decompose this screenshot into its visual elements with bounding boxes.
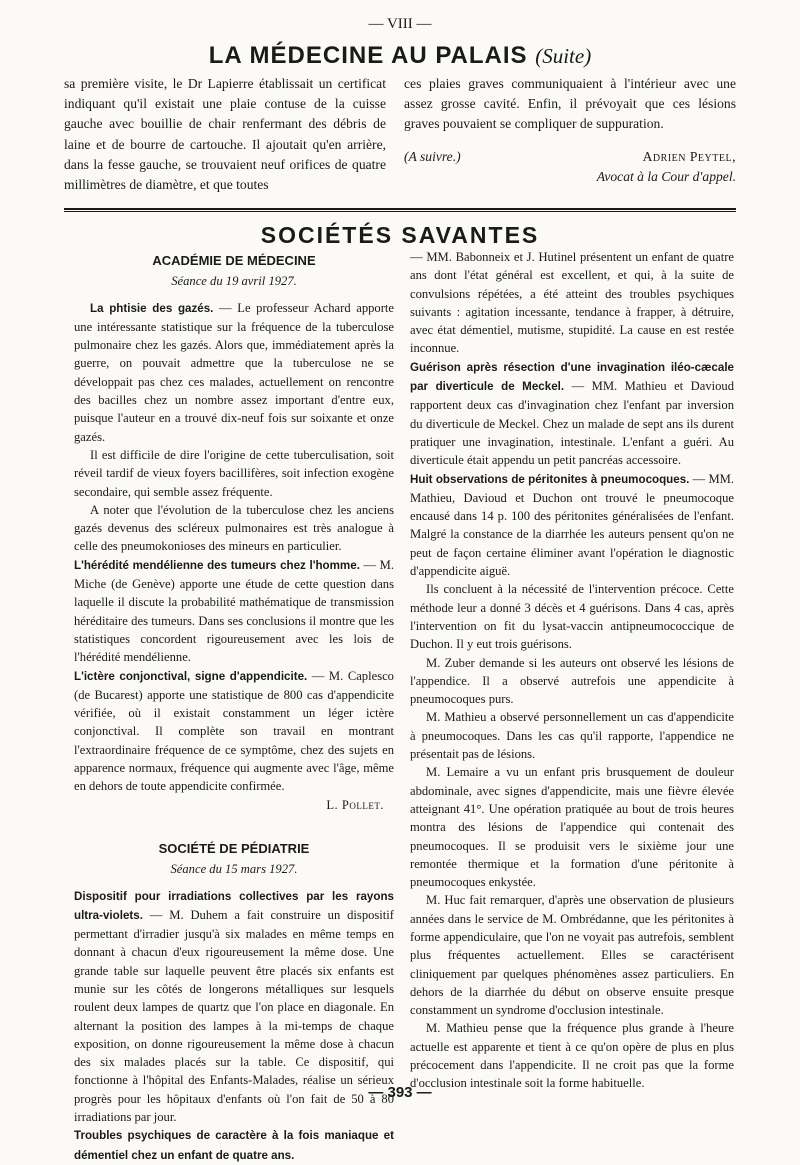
paragraph-text: — M. Caplesco (de Bucarest) apporte une statistique de 800 cas d'appendicite vérifiée, où il existait constamment un léger ictère conjonctival. Il complète son travail en montrant l'extraordinaire fréquence de ce symptôme, chez des sujets en apparence normaux, fréquence qui augmente avec l'âge, même en dehors de toute appendicite confirmée. [74,668,394,794]
academie-paragraph-5 [74,667,394,796]
pediatrie-paragraph-9: M. Huc fait remarquer, d'après une observation de plusieurs années dans le service de M. Ombrédanne, que les péritonites à forme appendiculaire, que l'on ne voyait pas autrefois, semblent plus fréquentes actuellement. Elles se caractérisent cliniquement par quelques phénomènes assez particuliers. En dehors de la diarrhée du début on observe ensuite presque constamment un syndrome d'occlusion intestinale. [410,893,734,1018]
pediatrie-paragraph-8: M. Lemaire a vu un enfant pris brusquement de douleur abdominale, avec signes d'appendicite, mais une fièvre élevée atteignant 41°. Une opération pratiquée au bout de trois heures montra des lésions de l'appendice qui contenait des pneumocoques. Il se produisit vers le sixième jour une remontée thermique et la formation d'une péritonite à pneumocoques enkystée. [410,765,734,890]
paragraph-text: — M. Miche (de Genève) apporte une étude de cette question dans laquelle il discute la probabilité mathématique de transmission héréditaire des tumeurs. Dans ses conclusions il montre que les statistiques concordent rigoureusement avec les lois de l'hérédité mendélienne. [74,557,394,665]
section-gap [74,814,394,836]
pediatrie-paragraph-3 [410,358,734,470]
pediatrie-paragraph-2-cont [410,248,734,358]
section-rule [64,208,736,210]
pediatrie-heading: SOCIÉTÉ DE PÉDIATRIE [158,840,310,856]
paragraph-lead: La phtisie des gazés. [90,301,214,315]
academie-paragraph-1 [74,299,394,446]
pediatrie-paragraph-10: M. Mathieu pense que la fréquence plus grande à l'heure actuelle est apparente et tient à ce qu'on opère de plus en plus précocement dans l'appendicite. Il ne croit pas que la forme d'occlusion intestinale soit la forme habituelle. [410,1021,734,1091]
section-title: SOCIÉTÉS SAVANTES [260,222,540,248]
academie-paragraph-2: Il est difficile de dire l'origine de cette tuberculisation, soit réveil tardif de vieux foyers bacillifères, soit infection exogène secondaire, qui semble assez fréquente. [74,447,394,499]
paragraph-lead: Dispositif pour irradiations collectives par les rayons ultra-violets. [74,889,394,922]
academie-seance: Séance du 19 avril 1927. [171,274,297,289]
paragraph-lead: Huit observations de péritonites à pneumocoques. [410,472,690,486]
pediatrie-seance: Séance du 15 mars 1927. [170,862,298,877]
body-column-right [410,248,734,1093]
academie-author: L. Pollet. [326,797,384,812]
academie-paragraph-4 [74,556,394,667]
continued-paragraph-left: sa première visite, le Dr Lapierre établissait un certificat indiquant qu'il existait une plaie contuse de la cuisse gauche avec bouillie de chair renfermant des débris de laine et de bourre de cartouche. Il ajoutait qu'en arrière, dans la fesse gauche, se trouvaient neuf orifices de quatre millimètres de diamètre, et que toutes [64,76,386,193]
paragraph-text: — M. Duhem a fait construire un dispositif permettant d'irradier jusqu'à six malades en même temps en donnant à chacun d'eux rigoureusement la même dose. Une grande table sur laquelle peuvent être placés six enfants est munie sur les côtés de longerons métalliques sur lesquels roulent deux lampes de quartz que l'on place en diagonale. En alternant la position des lampes à la mi-temps de chaque exposition, on donne rigoureusement la même dose à chacun des six malades placés sur la table. Ce dispositif, qui fonctionne à l'hôpital des Enfants-Malades, réalise un sérieux progrès pour les hôpitaux d'enfants où l'on fait de 50 à 80 irradiations par jour. [74,907,394,1125]
pediatrie-paragraph-4 [410,470,734,581]
paragraph-text: — MM. Mathieu et Davioud rapportent deux cas d'invagination chez l'enfant par inversion du diverticule de Meckel. Chez un malade de sept ans ils durent pratiquer une invagination, intestinale. L'enfant a guéri. Au diverticule était appendu un petit pancréas accessoire. [410,379,735,468]
academie-paragraph-3: A noter que l'évolution de la tuberculose chez les anciens gazés devenus des scléreux pulmonaires est très analogue à celle des pneumokonioses des mineurs en particulier. [74,502,394,554]
signature-block [404,147,736,187]
continued-column-right [404,74,736,187]
paragraph-text: — MM. Mathieu, Davioud et Duchon ont trouvé le pneumocoque encausé dans 14 p. 100 des péritonites généralisées de l'enfant. Malgré la constance de la diarrhée les auteurs pensent qu'on ne peut de façon certaine éliminer avant l'opération le diagnostic d'appendicite aiguë. [410,471,734,579]
paragraph-text: — MM. Babonneix et J. Hutinel présentent un enfant de quatre ans dont l'état général est excellent, et qui, à la suite de convulsions répétées, a été atteint des troubles psychiques suivants : agitation incessante, tendance à frapper, à détruire, avec état démentiel, mutisme, stupidité. La cause en est restée inconnue. [410,250,734,356]
body-column-left [74,248,394,1165]
paragraph-lead: Guérison après résection d'une invagination iléo-cæcale par diverticule de Meckel. [410,360,734,394]
academie-heading: ACADÉMIE DE MÉDECINE [152,253,316,268]
paragraph-lead: L'hérédité mendélienne des tumeurs chez l'homme. [74,558,360,572]
running-title [0,42,800,70]
running-title-text: LA MÉDECINE AU PALAIS [208,42,528,69]
signature-title: Avocat à la Cour d'appel. [596,168,736,184]
section-rule-thin [64,211,736,212]
paragraph-lead: L'ictère conjonctival, signe d'appendicite. [74,669,308,683]
a-suivre: (A suivre.) [404,148,461,164]
pediatrie-paragraph-7: M. Mathieu a observé personnellement un cas d'appendicite à pneumocoques. Dans les cas qu'il rapporte, l'appendice ne présentait pas de lésions. [410,710,734,762]
pediatrie-paragraph-6: M. Zuber demande si les auteurs ont observé les lésions de l'appendice. Il a observé autrefois une appendicite à pneumocoques purs. [410,655,734,707]
folio: — VIII — [368,16,432,32]
continued-paragraph-right: ces plaies graves communiquaient à l'intérieur avec une assez grosse cavité. Enfin, il prévoyait que ces lésions graves pouvaient se compliquer de suppuration. [404,76,736,132]
signature-name: Adrien Peytel, [642,148,736,164]
pediatrie-paragraph-5: Ils concluent à la nécessité de l'intervention précoce. Cette méthode leur a donné 3 décès et 4 guérisons. Dans 4 cas, après l'intervention on fit du lysat-vaccin antipneumococcique de Duchon. Il y eut trois guérisons. [410,582,734,652]
page-number: — 393 — [368,1084,432,1101]
continued-column-left [64,74,386,195]
paragraph-text: — Le professeur Achard apporte une intéressante statistique sur la fréquence de la tuberculose pulmonaire chez les gazés. Alors que, immédiatement après la guerre, on pouvait admettre que la tuberculose ne se développait pas chez ces malades, actuellement on rencontre des bacilles chez un nombre assez important d'entre eux, puisque l'auteur en a trouvé dix-neuf fois sur soixante et onze gazés. [74,300,395,444]
paragraph-lead: Troubles psychiques de caractère à la fois maniaque et démentiel chez un enfant de quatre ans. [74,1129,394,1162]
signature [597,147,736,187]
running-title-suite: (Suite) [535,44,592,68]
